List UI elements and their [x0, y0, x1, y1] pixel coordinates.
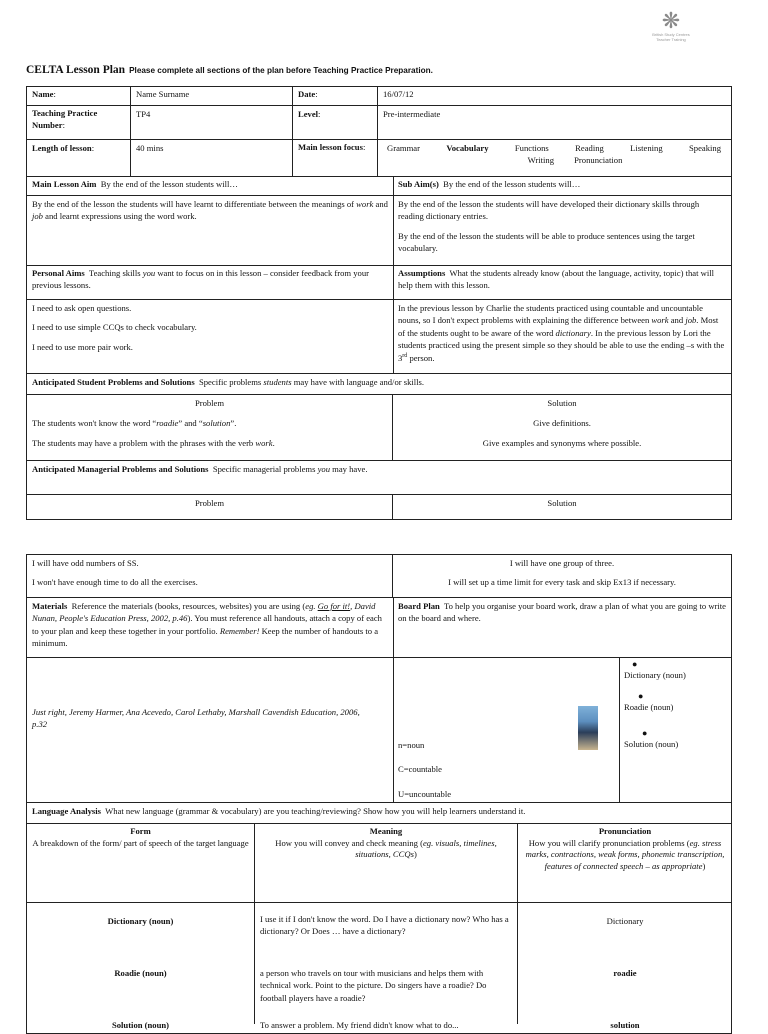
- pron-dictionary: Dictionary: [606, 916, 644, 926]
- sub-aim-header: Sub Aim(s) By the end of the lesson students will…: [398, 179, 581, 189]
- meaning-roadie: a person who travels on tour with musicians and helps them with technical work. Point to the picture. Do singers have a roadie? Do football players have a roadie?: [260, 968, 487, 1003]
- level-label: Level:: [298, 109, 321, 119]
- sub-aim-text: By the end of the lesson the students will have developed their dictionary skills through reading dictionary entries. By the end of the lesson the students will be able to produce sentences using the target vocabulary.: [398, 199, 700, 254]
- list-item: I need to ask open questions.: [32, 303, 132, 313]
- tp-value: TP4: [136, 109, 151, 119]
- meaning-column-header: Meaning How you will convey and check meaning (eg. visuals, timelines, situations, CCQs): [275, 826, 497, 860]
- board-plan-header: Board Plan To help you organise your board work, draw a plan of what you are going to write on the board and where.: [398, 601, 726, 624]
- managerial-solution-header: Solution: [547, 498, 577, 508]
- date-value: 16/07/12: [383, 89, 414, 99]
- date-label: Date:: [298, 89, 318, 99]
- student-problems-header: Anticipated Student Problems and Solutions Specific problems students may have with language and/or skills.: [32, 377, 425, 387]
- focus-grammar[interactable]: Grammar: [387, 143, 420, 153]
- list-item: Dictionary (noun): [624, 670, 686, 680]
- managerial-problems-list: [28, 556, 391, 597]
- name-label: Name:: [32, 89, 56, 99]
- roadie-picture: [578, 706, 598, 750]
- form-dictionary: Dictionary (noun): [107, 916, 174, 926]
- pronunciation-column-header: Pronunciation How you will clarify pronunciation problems (eg. stress marks, contractions, weak forms, phonemic transcription, features of connected speech – as appropriate): [525, 826, 725, 871]
- pron-roadie: roadie: [613, 968, 637, 978]
- list-item: I will set up a time limit for every task and skip Ex13 if necessary.: [448, 577, 676, 588]
- focus-listening[interactable]: Listening: [630, 143, 663, 153]
- meaning-dictionary: I use it if I don't know the word. Do I have a dictionary now? Who has a dictionary? Or Does … have a dictionary?: [260, 914, 509, 937]
- personal-aims-list: [28, 301, 392, 361]
- focus-pronunciation[interactable]: Pronunciation: [574, 155, 623, 166]
- focus-writing[interactable]: Writing: [527, 155, 554, 166]
- list-item: Roadie (noun): [624, 702, 674, 713]
- focus-reading[interactable]: Reading: [575, 143, 604, 153]
- list-item: I need to use simple CCQs to check vocabulary.: [32, 322, 197, 333]
- personal-aims-header: Personal Aims Teaching skills you want to focus on in this lesson – consider feedback from your previous lessons.: [32, 268, 370, 291]
- list-item: I will have odd numbers of SS.: [32, 558, 139, 568]
- focus-label: Main lesson focus:: [298, 142, 366, 152]
- materials-header: Materials Reference the materials (books, resources, websites) you are using (eg. Go for it!, David Nunan, People's Education Press, 2002, p.46). You must reference all handouts, attach a copy of each to your plan and keep these together in your portfolio. Remember! Keep the number of handouts to a minimum.: [32, 601, 382, 649]
- focus-options: [379, 141, 731, 168]
- focus-vocabulary[interactable]: Vocabulary: [446, 143, 489, 153]
- assumptions-header: Assumptions What the students already know (about the language, activity, topic) that will help them with this lesson.: [398, 268, 715, 291]
- form-roadie: Roadie (noun): [114, 968, 167, 978]
- student-solutions-column: Solution Give definitions. Give examples and synonyms where possible.: [482, 398, 642, 448]
- tp-label: Teaching Practice Number:: [32, 108, 98, 130]
- language-analysis-header: Language Analysis What new language (grammar & vocabulary) are you teaching/reviewing? Show how you will help learners understand it.: [32, 806, 526, 816]
- managerial-problems-header: Anticipated Managerial Problems and Solutions Specific managerial problems you may have.: [32, 464, 368, 474]
- managerial-problem-header: Problem: [194, 498, 225, 508]
- form-column-header: Form A breakdown of the form/ part of speech of the target language: [32, 826, 249, 848]
- name-value: Name Surname: [136, 89, 190, 99]
- student-problems-column: Problem The students won't know the word “roadie” and “solution”. The students may have a problem with the phrases with the verb work.: [32, 398, 275, 448]
- list-item: I need to use more pair work.: [32, 341, 133, 352]
- materials-reference: Just right, Jeremy Harmer, Ana Acevedo, Carol Lethaby, Marshall Cavendish Education, 2006, p.32: [32, 707, 360, 730]
- list-item: Solution (noun): [624, 738, 679, 749]
- list-item: I will have one group of three.: [509, 558, 615, 568]
- assumptions-text: In the previous lesson by Charlie the students practiced using countable and uncountable nouns, so I don't expect problems with explaining the difference between work and job. Most of the students ought to be aware of the word dictionary. In the previous lesson by Lori the students practiced using the present simple so they should be able to use the ending –s with the 3rd person.: [398, 303, 725, 363]
- meaning-solution: To answer a problem. My friend didn't know what to do...: [260, 1020, 459, 1030]
- managerial-solutions-list: [394, 556, 730, 597]
- level-value: Pre-intermediate: [383, 109, 441, 119]
- board-word-list: ● Dictionary (noun) ● Roadie (noun) ● Solution (noun): [620, 658, 730, 751]
- focus-speaking[interactable]: Speaking: [689, 143, 721, 153]
- leaf-logo-icon: ❋: [661, 8, 681, 33]
- list-item: I won't have enough time to do all the exercises.: [32, 577, 198, 588]
- school-logo: ❋ British Study Centres Teacher Training: [648, 10, 694, 48]
- form-solution: Solution (noun): [111, 1020, 170, 1030]
- length-label: Length of lesson:: [32, 143, 95, 153]
- focus-functions[interactable]: Functions: [514, 143, 549, 153]
- board-legend: n=noun C=countable U=uncountable: [398, 740, 452, 799]
- page-title: CELTA Lesson Plan Please complete all sections of the plan before Teaching Practice Preparation.: [26, 64, 433, 76]
- pron-solution: solution: [610, 1020, 640, 1030]
- main-aim-header: Main Lesson Aim By the end of the lesson students will…: [32, 179, 239, 189]
- main-aim-text: By the end of the lesson the students will have learnt to differentiate between the meanings of work and job and learnt expressions using the word work.: [32, 199, 388, 222]
- length-value: 40 mins: [136, 143, 164, 153]
